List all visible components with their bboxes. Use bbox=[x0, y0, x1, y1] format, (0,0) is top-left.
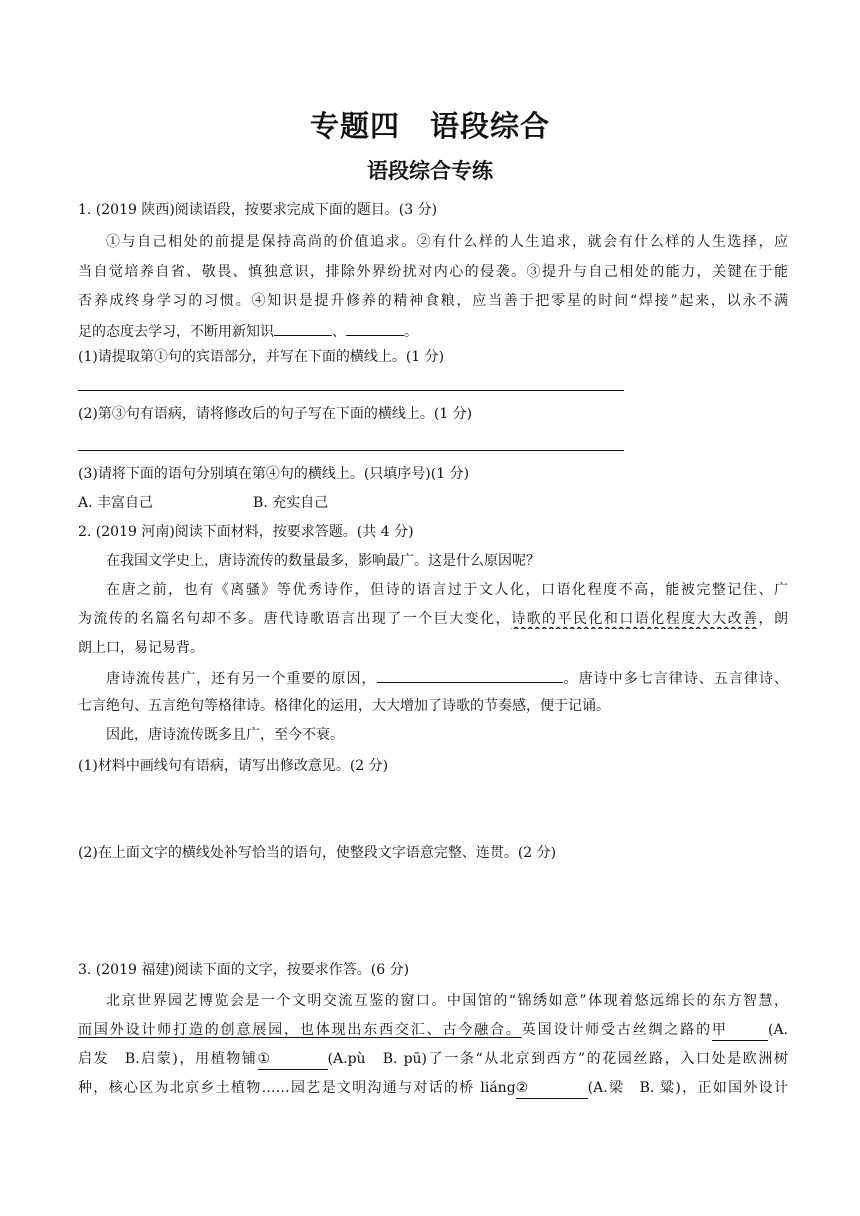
q2-text: 唐诗流传甚广，还有另一个重要的原因， bbox=[106, 671, 377, 687]
q2-para-line: 因此，唐诗流传既多且广，至今不衰。 bbox=[106, 727, 344, 743]
q3-para-line bbox=[78, 1049, 788, 1070]
q2-para-line bbox=[78, 609, 788, 629]
answer-line[interactable] bbox=[78, 450, 624, 451]
period: 。 bbox=[404, 324, 418, 340]
q1-subquestion-3: (3)请将下面的语句分别填在第④句的横线上。(只填序号)(1 分) bbox=[78, 466, 470, 482]
q1-subquestion-1: (1)请提取第①句的宾语部分，并写在下面的横线上。(1 分) bbox=[78, 349, 445, 365]
title-main: 专题四 bbox=[309, 109, 400, 143]
q2-stem: 2. (2019 河南)阅读下面材料，按要求答题。(共 4 分) bbox=[78, 524, 414, 540]
q2-para-line: 在我国文学史上，唐诗流传的数量最多，影响最广。这是什么原因呢？ bbox=[106, 553, 540, 569]
q1-subquestion-2: (2)第③句有语病，请将修改后的句子写在下面的横线上。(1 分) bbox=[78, 406, 473, 422]
q3-text: (A.梁 B. 粱)，正如国外设计 bbox=[587, 1080, 788, 1096]
blank-2[interactable]: ② bbox=[516, 1078, 588, 1099]
q2-para-line: 朗上口，易记易背。 bbox=[78, 640, 204, 656]
q1-para-line-last bbox=[78, 320, 788, 342]
blank-1[interactable]: ① bbox=[258, 1049, 328, 1070]
option-a: A. 丰富自己 bbox=[78, 495, 154, 511]
q1-stem: 1. (2019 陕西)阅读语段，按要求完成下面的题目。(3 分) bbox=[78, 202, 438, 218]
q1-text: 足的态度去学习，不断用新知识 bbox=[78, 324, 274, 340]
q1-para-line: 当自觉培养自省、敬畏、慎独意识，排除外界纷扰对内心的侵袭。③提升与自己相处的能力，关键在于能 bbox=[78, 264, 788, 280]
option-b: B. 充实自己 bbox=[253, 495, 329, 511]
answer-blank[interactable] bbox=[377, 667, 563, 683]
q2-para-line bbox=[106, 667, 788, 689]
page-subtitle: 语段综合专练 bbox=[367, 159, 493, 183]
q3-para-line bbox=[78, 1078, 788, 1099]
underlined-sentence: 诗歌的平民化和口语化程度大大改善 bbox=[511, 611, 759, 627]
q3-text: 启发 B.启蒙)，用植物铺 bbox=[78, 1051, 258, 1067]
q1-para-line: 否养成终身学习的习惯。④知识是提升修养的精神食粮，应当善于把零星的时间“焊接”起来，以永不满 bbox=[78, 293, 788, 309]
q1-para-line: ①与自己相处的前提是保持高尚的价值追求。②有什么样的人生追求，就会有什么样的人生选择，应 bbox=[106, 234, 788, 250]
q1-options bbox=[78, 493, 788, 513]
q2-text: 。唐诗中多七言律诗、五言律诗、 bbox=[562, 671, 788, 687]
blank-jia[interactable]: 甲 bbox=[712, 1020, 768, 1041]
answer-blank[interactable] bbox=[274, 320, 332, 336]
q2-para-line: 七言绝句、五言绝句等格律诗。格律化的运用，大大增加了诗歌的节奏感，便于记诵。 bbox=[78, 698, 610, 714]
answer-blank[interactable] bbox=[346, 320, 404, 336]
separator: 、 bbox=[332, 324, 346, 340]
underlined-sentence: 而国外设计师打造的创意展园，也体现出东西交汇、古今融合。 bbox=[78, 1022, 522, 1038]
q2-text: ，朗 bbox=[758, 611, 788, 627]
q3-para-line: 北京世界园艺博览会是一个文明交流互鉴的窗口。中国馆的“锦绣如意”体现着悠远绵长的东方智慧， bbox=[106, 993, 788, 1009]
q3-text: (A. bbox=[767, 1022, 788, 1038]
q2-subquestion-1: (1)材料中画线句有语病，请写出修改意见。(2 分) bbox=[78, 758, 389, 774]
title-topic: 语段综合 bbox=[430, 109, 551, 143]
page-title bbox=[0, 104, 860, 145]
answer-line[interactable] bbox=[78, 390, 624, 391]
q2-subquestion-2: (2)在上面文字的横线处补写恰当的语句，使整段文字语意完整、连贯。(2 分) bbox=[78, 845, 557, 861]
q2-text: 为流传的名篇名句却不多。唐代诗歌语言出现了一个巨大变化， bbox=[78, 611, 512, 627]
q3-para-line bbox=[78, 1020, 788, 1041]
q3-text: 种，核心区为北京乡土植物……园艺是文明沟通与对话的桥 liáng bbox=[78, 1080, 516, 1096]
q3-text: 英国设计师受古丝绸之路的 bbox=[521, 1022, 712, 1038]
q3-text: (A.pù B. pū)了一条“从北京到西方”的花园丝路，入口处是欧洲树 bbox=[327, 1051, 788, 1067]
q3-stem: 3. (2019 福建)阅读下面的文字，按要求作答。(6 分) bbox=[78, 962, 410, 978]
q2-para-line: 在唐之前，也有《离骚》等优秀诗作，但诗的语言过于文人化，口语化程度不高，能被完整记住、广 bbox=[106, 582, 788, 598]
